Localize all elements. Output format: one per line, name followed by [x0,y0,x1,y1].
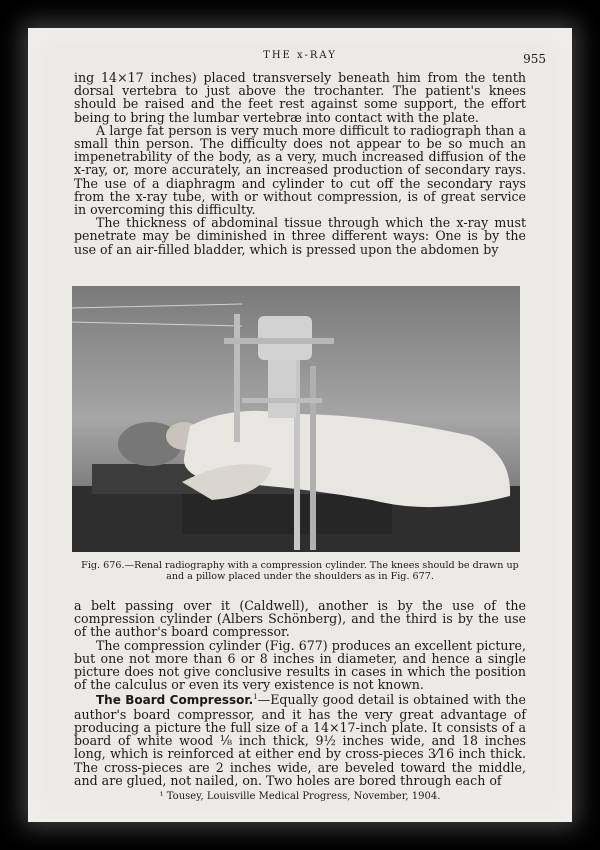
paragraph: The compression cylinder (Fig. 677) produces an excellent picture, but one not more than 6 or 8 inches in diameter, and hence a single picture does not give conclusive results in cases in which the position of the calculus or even its very existence is not known. [74,637,526,693]
footnote: ¹ Tousey, Louisville Medical Progress, November, 1904. [159,791,441,802]
paragraph-body: —Equally good detail is obtained with the author's board compressor, and it has the very great advantage of producing a picture the full size of a 14×17-inch plate. It consists of a board of white wood ⅛ inch thick, 9½ inches wide, and 18 inches long, which is reinforced at either end by cross-pieces 3⁄16 inch thick. The cross-pieces are 2 inches wide, are beveled toward the middle, and are glued, not nailed, on. Two holes are bored through each of [74,692,526,788]
paragraph: ing 14×17 inches) placed transversely beneath him from the tenth dorsal vertebra to just above the trochanter. The patient's knees should be raised and the feet rest against some support, the effort being to bring the lumbar vertebræ into contact with the plate. [74,70,526,125]
book-page [28,28,572,822]
section-heading: The Board Compressor. [96,693,254,708]
compression-cylinder [268,360,296,418]
page-number: 955 [523,52,546,66]
renal-radiography-illustration [72,286,520,552]
stand-pole-back [310,366,316,550]
figure-photograph [72,286,520,552]
paragraph: A large fat person is very much more difficult to radiograph than a small thin person. The difficulty does not appear to be so much an impenetrability of the body, as a very, much increased diffusion of the x-ray, or, more accurately, an increased production of secondary rays. The use of a diaphragm and cylinder to cut off the secondary rays from the x-ray tube, with or without compression, is of great service in overcoming this difficulty. [74,122,526,218]
paragraph: The thickness of abdominal tissue through which the x-ray must penetrate may be diminished in three different ways: One is by the use of an air-filled bladder, which is pressed upon the abdomen by [74,215,526,257]
running-title: THE x-RAY [263,50,337,61]
figure-caption: Fig. 676.—Renal radiography with a compression cylinder. The knees should be drawn up and a pillow placed under the shoulders as in Fig. 677. [81,560,519,582]
tube-arm [224,338,334,344]
footnote-mark: 1 [253,693,258,702]
top-text-block [74,71,526,256]
paragraph: a belt passing over it (Caldwell), another is by the use of the compression cylinder (Albers Schönberg), and the third is by the use of the author's board compressor. [74,598,526,640]
paragraph-board-compressor [74,691,526,787]
stand-pole-left [234,314,240,442]
running-head [28,50,572,66]
bottom-text-block [74,599,526,787]
table-base [182,494,392,534]
cylinder-bracket [242,398,322,403]
